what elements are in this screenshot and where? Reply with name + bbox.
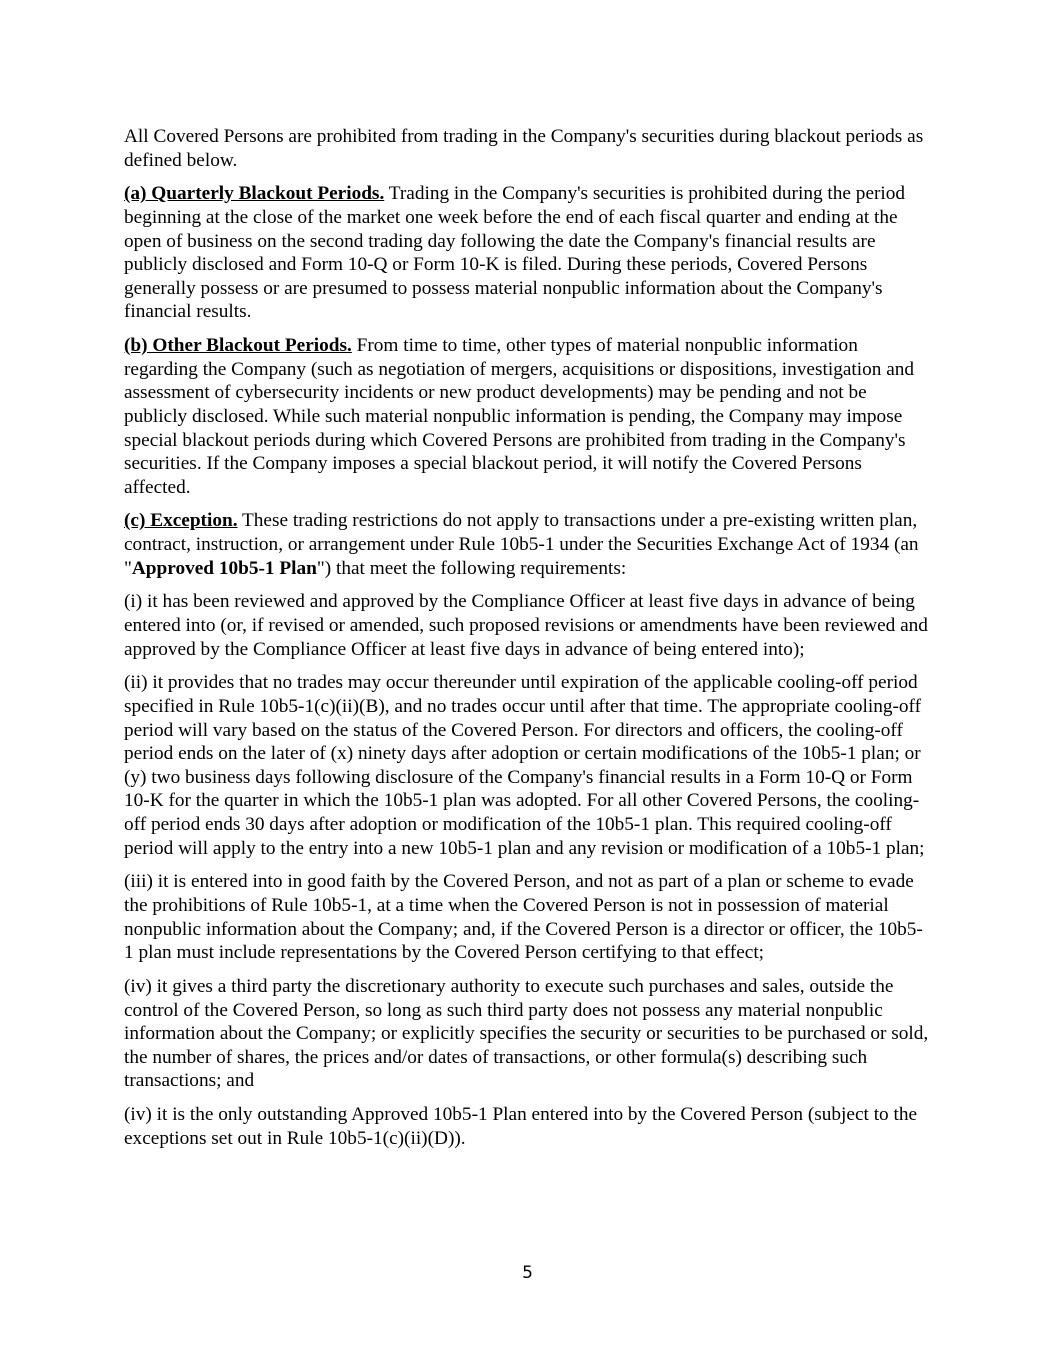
requirement-iv: (iv) it gives a third party the discretionary authority to execute such purchases and sales, outside the control of the Covered Person, so long as such third party does not possess any material nonpublic information about the Company; or explicitly specifies the security or securities to be purchased or sold, the number of shares, the prices and/or dates of transactions, or other formula(s) describing such transactions; and xyxy=(124,975,929,1092)
section-c-paragraph xyxy=(124,509,932,580)
intro-paragraph: All Covered Persons are prohibited from trading in the Company's securities during blackout periods as defined below. xyxy=(124,126,924,171)
section-a-heading: (a) Quarterly Blackout Periods. xyxy=(124,183,385,205)
section-b-text: From time to time, other types of material nonpublic information regarding the Company (such as negotiation of mergers, acquisitions or dispositions, investigation and assessment of cybersecurity incidents or new product developments) may be pending and not be publicly disclosed. While such material nonpublic information is pending, the Company may impose special blackout periods during which Covered Persons are prohibited from trading in the Company's securities. If the Company imposes a special blackout period, it will notify the Covered Persons affected. xyxy=(124,335,915,498)
requirement-iii: (iii) it is entered into in good faith by the Covered Person, and not as part of a plan or scheme to evade the prohibitions of Rule 10b5-1, at a time when the Covered Person is not in possession of material nonpublic information about the Company; and, if the Covered Person is a director or officer, the 10b5-1 plan must include representations by the Covered Person certifying to that effect; xyxy=(124,871,923,964)
section-b-paragraph xyxy=(124,334,932,499)
section-b-heading: (b) Other Blackout Periods. xyxy=(124,335,352,357)
section-a-paragraph xyxy=(124,182,932,324)
page-number: 5 xyxy=(522,1263,533,1283)
requirement-ii: (ii) it provides that no trades may occur thereunder until expiration of the applicable cooling-off period specified in Rule 10b5-1(c)(ii)(B), and no trades occur until after that time. The appropriate cooling-off period will vary based on the status of the Covered Person. For directors and officers, the cooling-off period ends on the later of (x) ninety days after adoption or certain modifications of the 10b5-1 plan; or (y) two business days following disclosure of the Company's financial results in a Form 10-Q or Form 10-K for the quarter in which the 10b5-1 plan was adopted. For all other Covered Persons, the cooling-off period ends 30 days after adoption or modification of the 10b5-1 plan. This required cooling-off period will apply to the entry into a new 10b5-1 plan and any revision or modification of a 10b5-1 plan; xyxy=(124,672,925,859)
section-a-text: Trading in the Company's securities is prohibited during the period beginning at the close of the market one week before the end of each fiscal quarter and ending at the open of business on the second trading day following the date the Company's financial results are publicly disclosed and Form 10-Q or Form 10-K is filed. During these periods, Covered Persons generally possess or are presumed to possess material nonpublic information about the Company's financial results. xyxy=(124,183,906,323)
defined-term: Approved 10b5-1 Plan xyxy=(131,557,317,579)
document-page xyxy=(124,125,932,1160)
section-c-text-after: ") that meet the following requirements: xyxy=(316,557,627,579)
section-c-heading: (c) Exception. xyxy=(124,510,238,532)
requirement-v: (iv) it is the only outstanding Approved 10b5-1 Plan entered into by the Covered Person (subject to the exceptions set out in Rule 10b5-1(c)(ii)(D)). xyxy=(124,1104,918,1149)
requirement-i: (i) it has been reviewed and approved by the Compliance Officer at least five days in advance of being entered into (or, if revised or amended, such proposed revisions or amendments have been reviewed and approved by the Compliance Officer at least five days in advance of being entered into); xyxy=(124,591,928,660)
section-c-text-before: These trading restrictions do not apply to transactions under a pre-existing written plan, contract, instruction, or arrangement under Rule 10b5-1 under the Securities Exchange Act of 1934 (an " xyxy=(124,510,919,579)
